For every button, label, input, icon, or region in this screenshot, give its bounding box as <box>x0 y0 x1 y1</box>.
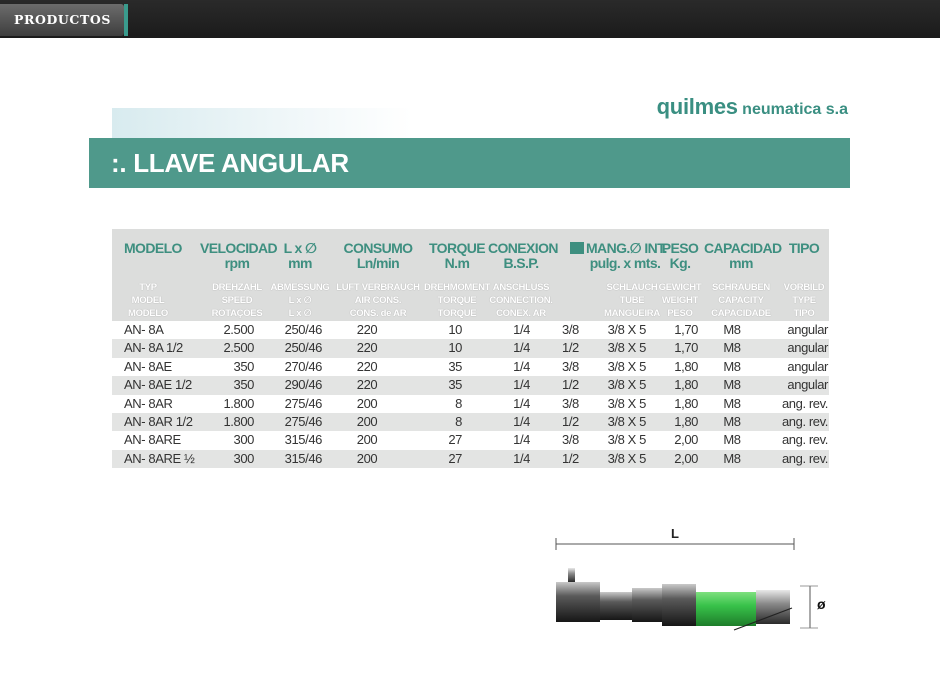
page-title: :. LLAVE ANGULAR <box>89 138 850 188</box>
table-cell: 1/4 <box>513 322 530 337</box>
column-subtitle: SCHLAUCH TUBE MANGUEIRA <box>604 282 660 319</box>
column-title: CONSUMO Ln/min <box>343 240 413 271</box>
table-cell: 275/46 <box>284 395 322 411</box>
table-cell: AN- 8AR <box>124 395 173 411</box>
table-cell: 2.500 <box>223 340 254 356</box>
table-cell: 1.800 <box>223 413 254 429</box>
table-row <box>112 358 829 376</box>
table-cell: 35 <box>448 358 462 374</box>
table-cell: 1,70 <box>674 340 698 356</box>
table-row <box>112 321 829 339</box>
table-cell: 200 <box>356 450 378 466</box>
column-title: TORQUE N.m <box>428 240 486 271</box>
table-row <box>112 395 829 413</box>
table-cell: M8 <box>723 450 741 466</box>
table-cell: 1,70 <box>674 322 698 337</box>
column-title: CAPACIDAD mm <box>704 240 782 271</box>
table-cell: 3/8 X 5 <box>607 450 646 466</box>
length-label: L <box>671 526 679 541</box>
diameter-label: ø <box>817 596 826 612</box>
table-cell: AN- 8AE 1/2 <box>124 377 192 393</box>
table-cell: 1/2 <box>562 450 579 466</box>
tool-end <box>756 590 790 624</box>
table-cell: M8 <box>723 322 741 337</box>
column-subtitle: TYP MODEL MODELO <box>128 282 168 319</box>
table-cell: M8 <box>723 395 741 411</box>
table-cell: 10 <box>448 322 462 337</box>
table-cell: angular <box>787 322 828 337</box>
column-header <box>424 229 490 321</box>
tab-productos[interactable]: PRODUCTOS <box>0 4 124 36</box>
table-cell: 2,00 <box>674 432 698 448</box>
table-cell: 350 <box>233 377 254 393</box>
table-cell: 220 <box>356 322 378 337</box>
table-row <box>112 431 829 449</box>
table-cell: 2,00 <box>674 450 698 466</box>
table-cell: 1/4 <box>513 395 530 411</box>
column-header <box>780 229 828 321</box>
tool-head <box>556 582 600 622</box>
column-header <box>656 229 704 321</box>
tool-collar <box>632 588 662 622</box>
table-cell: 200 <box>356 395 378 411</box>
tool-grip <box>696 592 756 626</box>
table-cell: 8 <box>455 413 462 429</box>
table-cell: 3/8 <box>562 322 579 337</box>
brand-name-rest: neumatica s.a <box>742 101 848 118</box>
table-cell: 2.500 <box>223 322 254 337</box>
table-cell: 1.800 <box>223 395 254 411</box>
table-cell: angular <box>787 358 828 374</box>
table-cell: 1,80 <box>674 413 698 429</box>
table-cell: 275/46 <box>284 413 322 429</box>
table-cell: ang. rev. <box>781 395 828 411</box>
table-cell: 3/8 X 5 <box>607 377 646 393</box>
table-cell: 270/46 <box>284 358 322 374</box>
table-cell: M8 <box>723 377 741 393</box>
spec-table <box>112 229 829 468</box>
column-title: L x ∅ mm <box>283 240 317 271</box>
table-cell: 300 <box>233 450 254 466</box>
table-cell: 3/8 X 5 <box>607 340 646 356</box>
table-row <box>112 339 829 357</box>
table-cell: 3/8 <box>562 358 579 374</box>
top-bar <box>0 0 940 38</box>
column-title: PESO Kg. <box>661 240 699 271</box>
table-cell: M8 <box>723 358 741 374</box>
table-cell: ang. rev. <box>781 413 828 429</box>
table-header <box>112 229 829 321</box>
table-cell: 1,80 <box>674 377 698 393</box>
tool-diagram <box>552 520 842 640</box>
table-cell: AN- 8AR 1/2 <box>124 413 193 429</box>
table-row <box>112 450 829 468</box>
column-title: MANG.∅ INT. pulg. x mts. <box>586 240 667 271</box>
brand-logo <box>657 94 848 120</box>
table-cell: 3/8 X 5 <box>607 395 646 411</box>
banner-fade <box>112 108 412 138</box>
table-cell: 3/8 X 5 <box>607 413 646 429</box>
column-header <box>560 229 667 321</box>
table-cell: 1/2 <box>562 340 579 356</box>
table-cell: AN- 8AE <box>124 358 172 374</box>
table-cell: 3/8 X 5 <box>607 358 646 374</box>
tab-accent <box>124 4 128 36</box>
table-cell: 220 <box>356 340 378 356</box>
table-cell: 1/4 <box>513 377 530 393</box>
table-cell: 1/4 <box>513 340 530 356</box>
column-title: CONEXION B.S.P. <box>488 240 558 271</box>
table-cell: 3/8 <box>562 432 579 448</box>
table-cell: 220 <box>356 377 378 393</box>
table-row <box>112 376 829 394</box>
table-cell: 350 <box>233 358 254 374</box>
table-cell: AN- 8A <box>124 322 164 337</box>
column-title: VELOCIDAD rpm <box>200 240 278 271</box>
table-row <box>112 413 829 431</box>
table-cell: 250/46 <box>284 340 322 356</box>
table-cell: 10 <box>448 340 462 356</box>
table-cell: 27 <box>448 432 462 448</box>
column-subtitle: ANSCHLUSS CONNECTION. CONEX. AR <box>489 282 553 319</box>
table-cell: 220 <box>356 358 378 374</box>
square-marker-icon <box>570 242 584 254</box>
table-cell: 1/4 <box>513 413 530 429</box>
table-cell: 1/4 <box>513 358 530 374</box>
table-cell: 1/2 <box>562 413 579 429</box>
table-cell: 1,80 <box>674 395 698 411</box>
table-cell: 8 <box>455 395 462 411</box>
column-subtitle: VORBILD TYPE TIPO <box>783 282 825 319</box>
column-header <box>334 229 422 321</box>
tool-nub <box>568 568 575 582</box>
table-cell: 3/8 <box>562 395 579 411</box>
column-subtitle: DREHZAHL SPEED ROTAÇOES <box>211 282 263 319</box>
table-cell: 1/2 <box>562 377 579 393</box>
table-cell: 250/46 <box>284 322 322 337</box>
table-cell: 300 <box>233 432 254 448</box>
table-cell: AN- 8ARE <box>124 432 181 448</box>
tool-neck <box>600 592 632 620</box>
column-header <box>704 229 782 321</box>
column-subtitle: GEWICHT WEIGHT PESO <box>658 282 702 319</box>
table-cell: angular <box>787 377 828 393</box>
table-cell: 200 <box>356 432 378 448</box>
table-cell: ang. rev. <box>781 432 828 448</box>
table-cell: M8 <box>723 340 741 356</box>
column-subtitle: LUFT VERBRAUCH AIR CONS. CONS. de AR <box>336 282 420 319</box>
table-cell: AN- 8A 1/2 <box>124 340 183 356</box>
table-cell: 290/46 <box>284 377 322 393</box>
table-cell: M8 <box>723 413 741 429</box>
table-cell: 315/46 <box>284 432 322 448</box>
table-cell: 315/46 <box>284 450 322 466</box>
tool-ring <box>662 584 696 626</box>
column-header <box>488 229 558 321</box>
column-subtitle: ABMESSUNG L x ∅ L x ∅ <box>270 282 330 319</box>
table-cell: 1/4 <box>513 432 530 448</box>
table-cell: AN- 8ARE ½ <box>124 450 195 466</box>
brand-name-bold: quilmes <box>656 94 738 119</box>
table-cell: 27 <box>448 450 462 466</box>
table-cell: 35 <box>448 377 462 393</box>
table-cell: ang. rev. <box>781 450 828 466</box>
table-cell: 3/8 X 5 <box>607 322 646 337</box>
column-header <box>200 229 278 321</box>
table-cell: 200 <box>356 413 378 429</box>
table-cell: 1/4 <box>513 450 530 466</box>
column-subtitle: SCHRAUBEN CAPACITY CAPACIDADE <box>711 282 771 319</box>
column-subtitle: DREHMOMENT TORQUE TORQUE <box>424 282 491 319</box>
column-title: MODELO <box>124 240 182 256</box>
column-header <box>112 229 196 321</box>
table-cell: M8 <box>723 432 741 448</box>
table-cell: 3/8 X 5 <box>607 432 646 448</box>
column-header <box>268 229 332 321</box>
table-cell: 1,80 <box>674 358 698 374</box>
table-cell: angular <box>787 340 828 356</box>
column-title: TIPO <box>788 240 820 256</box>
table-body <box>112 321 829 468</box>
